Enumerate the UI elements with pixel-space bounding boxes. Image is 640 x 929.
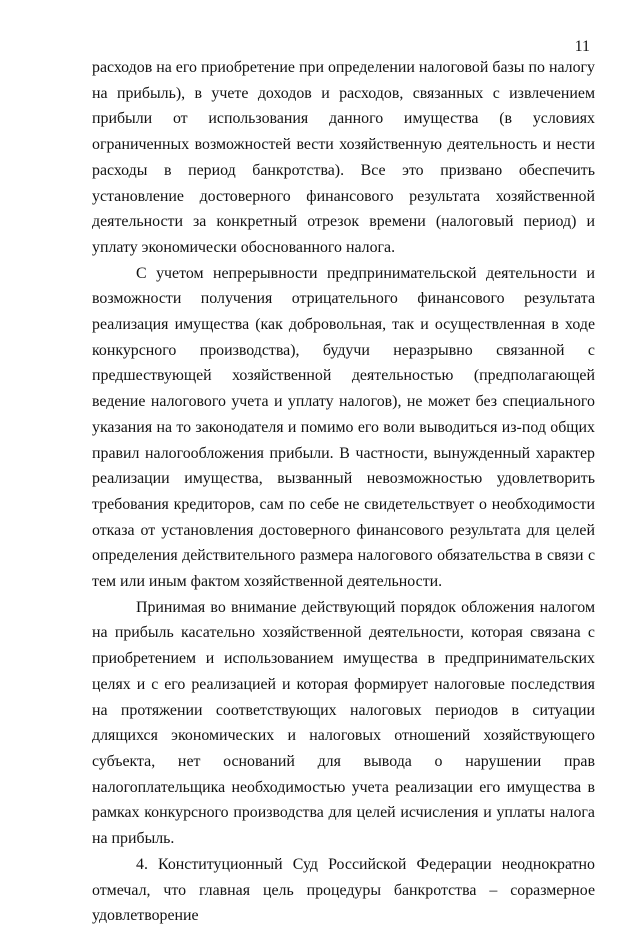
paragraph-4: 4. Конституционный Суд Российской Федерации неоднократно отмечал, что главная цель процедуры банкротства – соразмерное удовлетворение [92,855,595,925]
paragraph-1: расходов на его приобретение при определении налоговой базы по налогу на прибыль), в учете доходов и расходов, связанных с извлечением прибыли от использования данного имущества (в условиях ограниченных возможностей вести хозяйственную деятельность и нести расходы в период банкротства). Все это призвано обеспечить установление достоверного финансового результата хозяйственной деятельности за конкретный отрезок времени (налоговый период) и уплату экономически обоснованного налога. [92,59,595,256]
paragraph-2: С учетом непрерывности предпринимательской деятельности и возможности получения отрицательного финансового результата реализация имущества (как добровольная, так и осуществленная в ходе конкурсного производства), будучи неразрывно связанной с предшествующей хозяйственной деятельностью (предполагающей ведение налогового учета и уплату налогов), не может без специального указания на то законодателя и помимо его воли выводиться из-под общих правил налогообложения прибыли. В частности, вынужденный характер реализации имущества, вызванный невозможностью удовлетворить требования кредиторов, сам по себе не свидетельствует о необходимости отказа от установления достоверного финансового результата для целей определения действительного размера налогового обязательства в связи с тем или иным фактом хозяйственной деятельности. [92,264,595,591]
paragraph-3: Принимая во внимание действующий порядок обложения налогом на прибыль касательно хозяйственной деятельности, которая связана с приобретением и использованием имущества в предпринимательских целях и с его реализацией и которая формирует налоговые последствия на протяжении соответствующих налоговых периодов в ситуации длящихся экономических и налоговых отношений хозяйствующего субъекта, нет оснований для вывода о нарушении прав налогоплательщика необходимостью учета реализации его имущества в рамках конкурсного производства для целей исчисления и уплаты налога на прибыль. [92,598,595,848]
page-number: 11 [574,38,590,55]
document-body [92,55,595,925]
